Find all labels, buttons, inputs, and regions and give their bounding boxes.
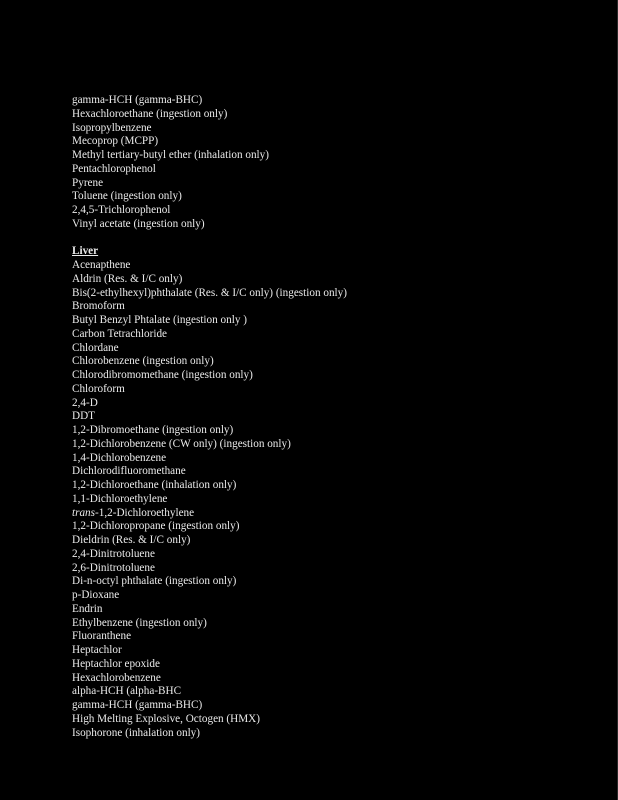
- list-item: Dichlorodifluoromethane: [72, 465, 186, 478]
- liver-section: [72, 245, 592, 740]
- list-item: Chlorodibromomethane (ingestion only): [72, 369, 253, 381]
- page-content: [72, 94, 592, 740]
- list-item: Mecoprop (MCPP): [72, 135, 159, 148]
- list-item: 1,1-Dichloroethylene: [72, 492, 168, 505]
- list-item: gamma-HCH (gamma-BHC): [72, 94, 203, 106]
- list-item: Dieldrin (Res. & I/C only): [72, 534, 191, 546]
- list-item: Bromoform: [72, 300, 125, 313]
- list-item: Heptachlor epoxide: [72, 657, 160, 670]
- list-item: Di-n-octyl phthalate (ingestion only): [72, 575, 237, 588]
- list-item: DDT: [72, 410, 95, 423]
- list-item: Pyrene: [72, 176, 104, 189]
- chemical-list-continued: [72, 94, 592, 232]
- list-item: Acenapthene: [72, 259, 131, 271]
- list-item: 2,4-D: [72, 396, 98, 409]
- list-item: Chloroform: [72, 382, 125, 395]
- list-item: 2,4,5-Trichlorophenol: [72, 204, 171, 216]
- list-item: Chlorobenzene (ingestion only): [72, 355, 214, 368]
- list-item: Toluene (ingestion only): [72, 190, 182, 203]
- list-item: Vinyl acetate (ingestion only): [72, 217, 205, 230]
- list-item: Butyl Benzyl Phtalate (ingestion only ): [72, 314, 247, 326]
- list-item: 1,2-Dichloroethane (inhalation only): [72, 479, 237, 491]
- list-item: Ethylbenzene (ingestion only): [72, 616, 207, 629]
- list-item: 2,4-Dinitrotoluene: [72, 547, 155, 560]
- list-item: 1,2-Dibromoethane (ingestion only): [72, 424, 234, 436]
- list-item: Carbon Tetrachloride: [72, 327, 167, 340]
- list-item: Methyl tertiary-butyl ether (inhalation only): [72, 149, 269, 161]
- list-item: gamma-HCH (gamma-BHC): [72, 699, 203, 711]
- list-item: Chlordane: [72, 341, 119, 354]
- list-item: Isophorone (inhalation only): [72, 726, 201, 739]
- list-item: Aldrin (Res. & I/C only): [72, 272, 183, 285]
- trans-prefix: trans: [72, 506, 96, 519]
- list-item: 2,6-Dinitrotoluene: [72, 561, 155, 574]
- list-item: Endrin: [72, 602, 103, 615]
- list-item: 1,2-Dichlorobenzene (CW only) (ingestion only): [72, 437, 291, 450]
- section-spacer: [72, 232, 592, 246]
- section-heading-liver: Liver: [72, 245, 99, 258]
- list-item-trans-dichloroethylene: [72, 507, 592, 521]
- list-item: Pentachlorophenol: [72, 162, 156, 175]
- list-item: 1,2-Dichloropropane (ingestion only): [72, 520, 240, 533]
- list-item: p-Dioxane: [72, 589, 120, 601]
- list-item: Bis(2-ethylhexyl)phthalate (Res. & I/C only) (ingestion only): [72, 286, 347, 299]
- list-item: Hexachloroethane (ingestion only): [72, 107, 228, 120]
- trans-remainder: -1,2-Dichloroethylene: [95, 506, 195, 519]
- list-item: Isopropylbenzene: [72, 121, 152, 134]
- list-item: 1,4-Dichlorobenzene: [72, 451, 167, 464]
- list-item: Heptachlor: [72, 644, 122, 656]
- list-item: Fluoranthene: [72, 630, 132, 643]
- list-item: Hexachlorobenzene: [72, 671, 161, 684]
- list-item: High Melting Explosive, Octogen (HMX): [72, 712, 260, 725]
- list-item: alpha-HCH (alpha-BHC: [72, 685, 182, 698]
